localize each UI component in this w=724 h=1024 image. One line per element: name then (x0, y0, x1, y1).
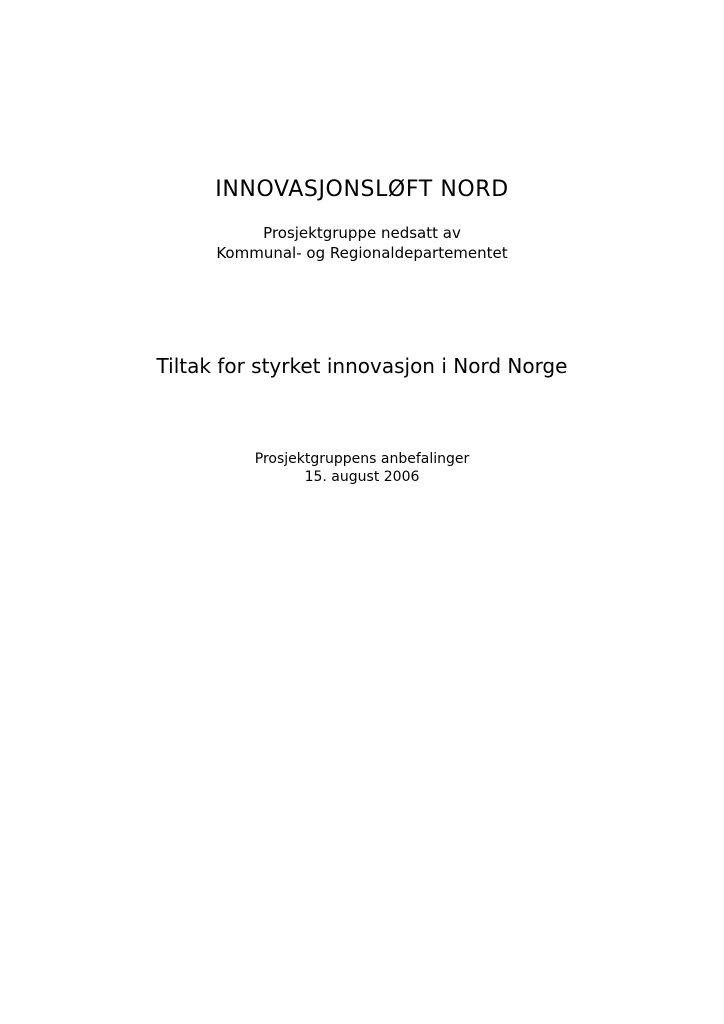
main-title: INNOVASJONSLØFT NORD (215, 177, 509, 202)
recommendations-label: Prosjektgruppens anbefalinger (254, 451, 470, 467)
subtitle-line-2: Kommunal- og Regionaldepartementet (216, 244, 508, 262)
document-date: 15. august 2006 (304, 469, 420, 485)
report-title: Tiltak for styrket innovasjon i Nord Norge (156, 354, 568, 378)
subtitle-line-1: Prosjektgruppe nedsatt av (263, 224, 461, 242)
